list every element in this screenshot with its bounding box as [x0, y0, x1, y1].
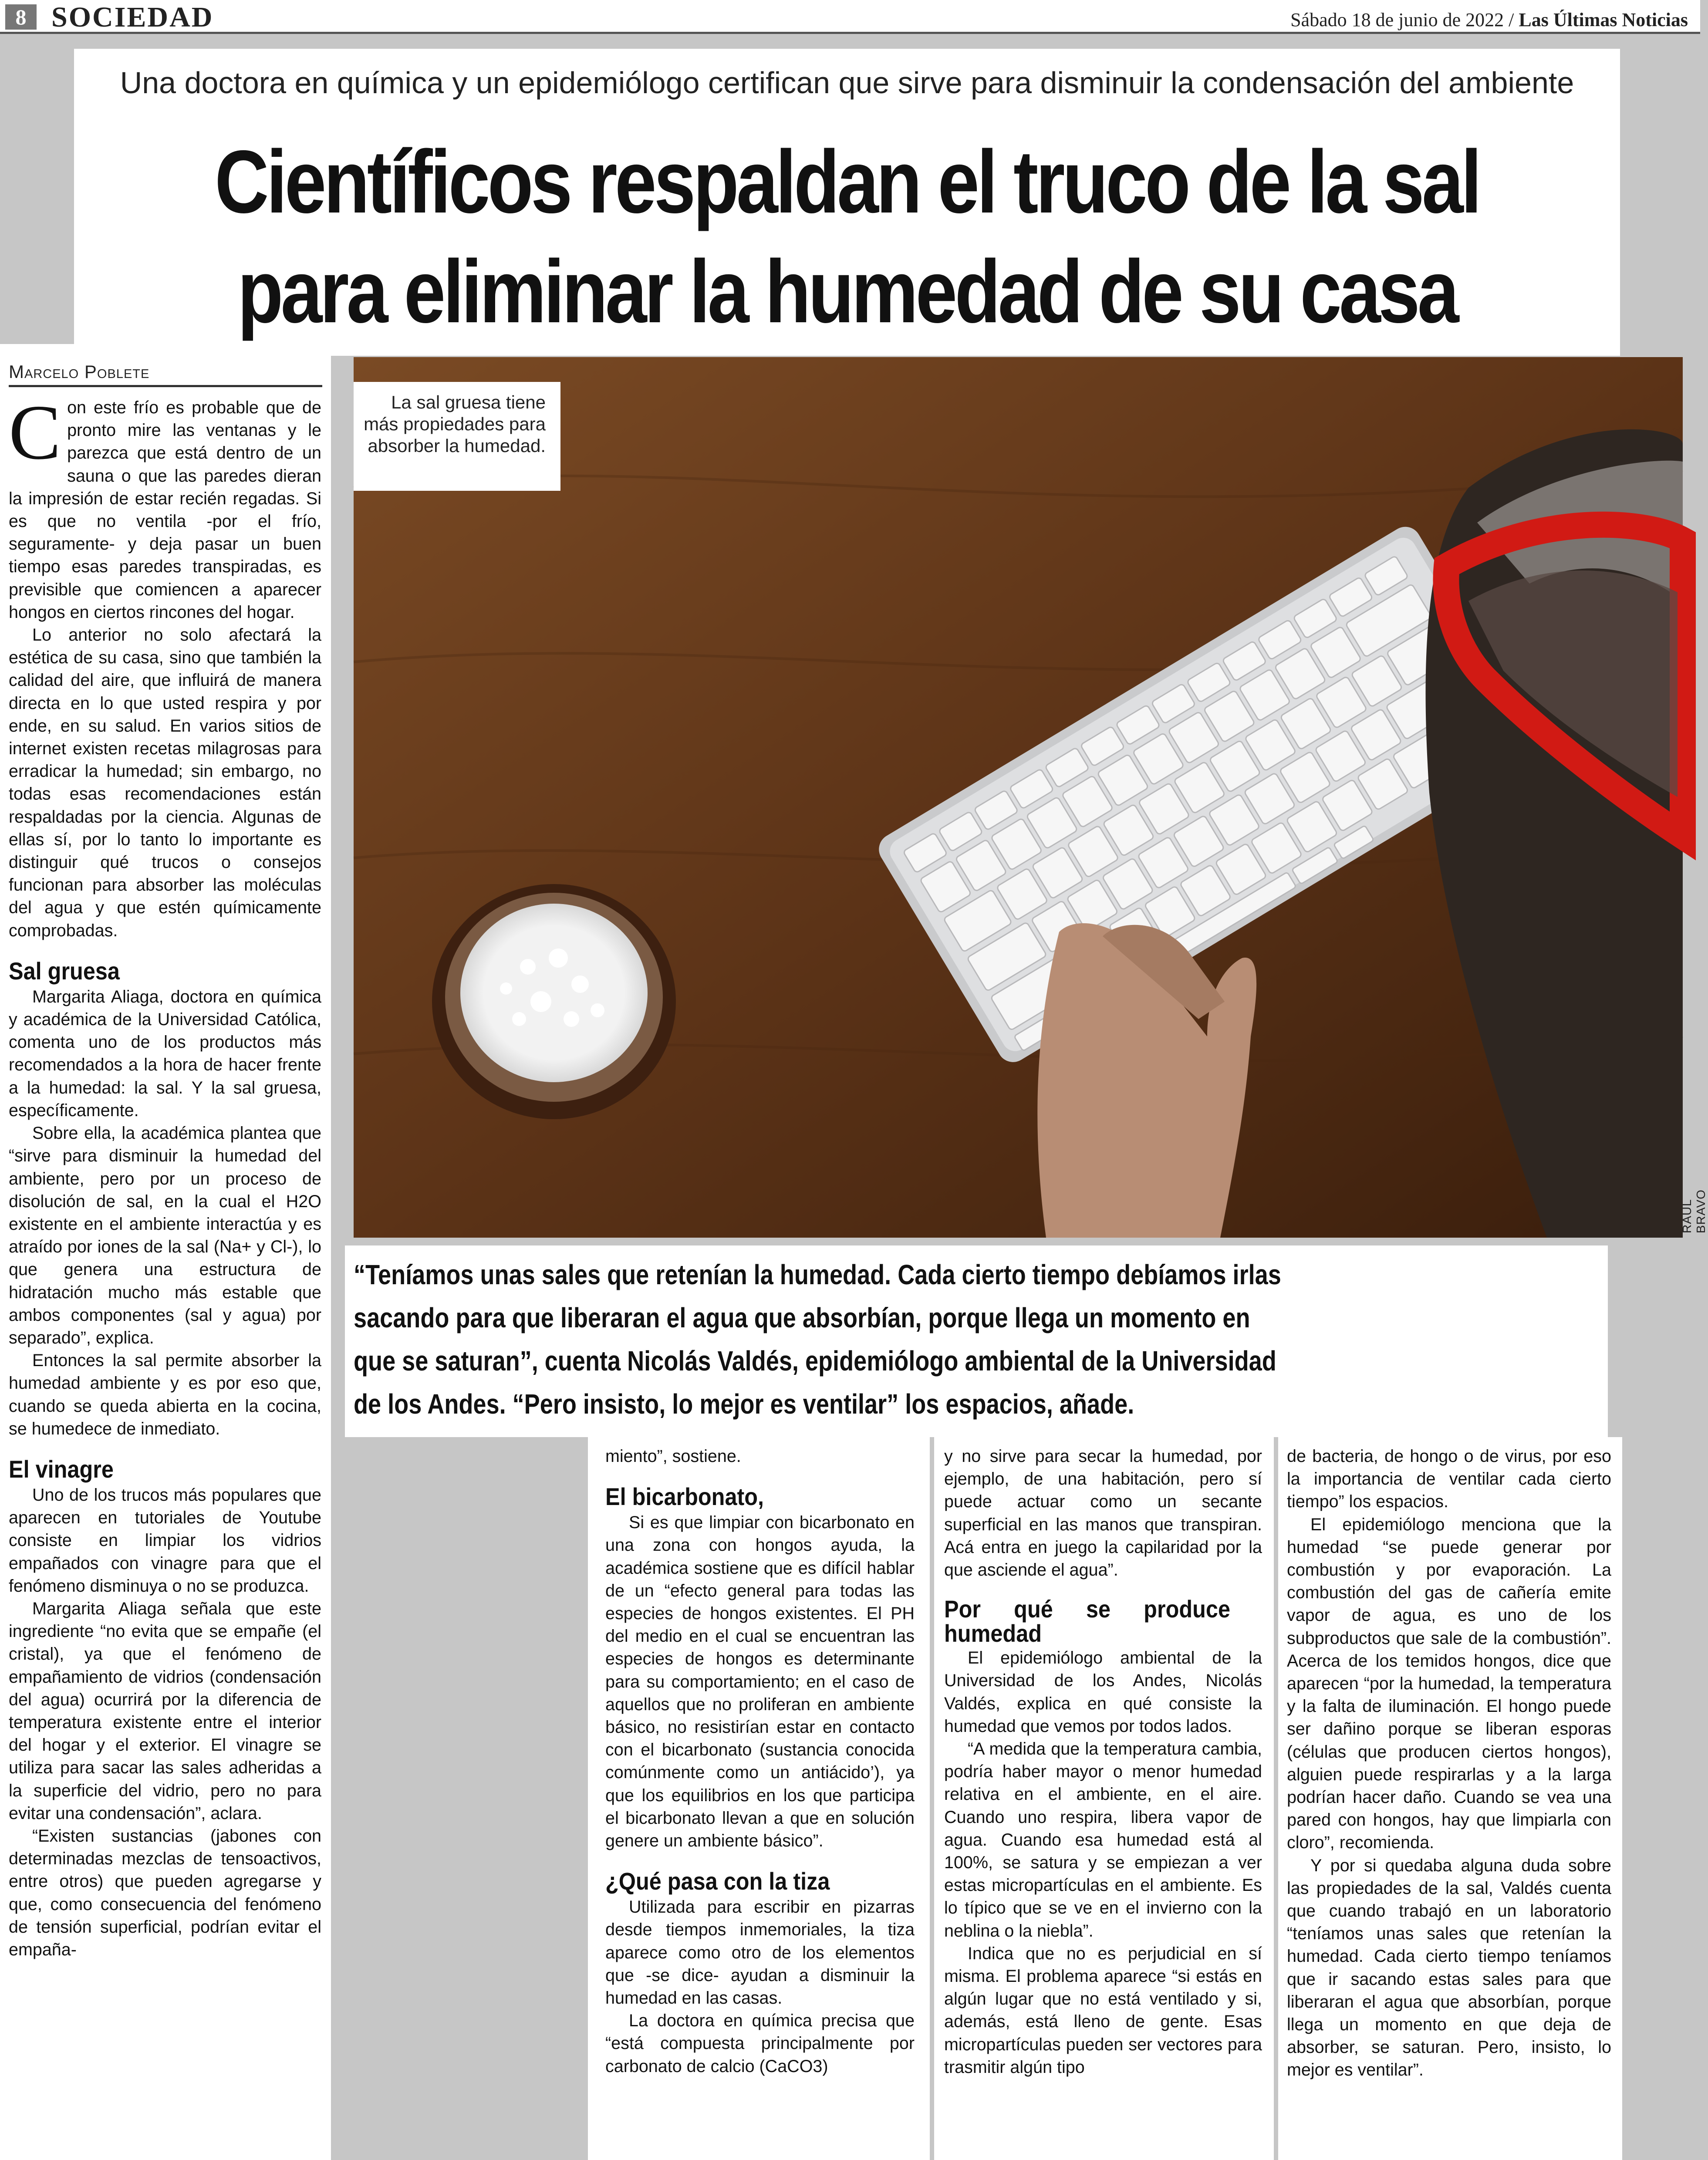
- paragraph: Sobre ella, la académica plantea que “sirve para disminuir la humedad del ambiente, pero por un proceso de disolución de sal, en la cual el H2O existente en el ambiente interactúa y es atraído por iones de la sal (Na+ y Cl-), lo que genera una estructura de hidratación mucho más estable que ambos componentes (sal y agua) por separado”, explica.: [9, 1124, 321, 1347]
- paragraph: Si es que limpiar con bicarbonato en una zona con hongos ayuda, la académica sostiene que es difícil hablar de un “efecto general para todas las especies de hongos existentes. El PH del medio en el cual se encuentran las especies de hongos es determinante para su comportamiento; en el caso de aquellos que no proliferan en ambiente básico, no resistirían estar en contacto con el bicarbonato (sustancia conocida comúnmente como un antiácido’), ya que los equilibrios en los que participa el bicarbonato llevan a que en solución genere un ambiente básico”.: [605, 1513, 915, 1851]
- pull-quote-line: “Teníamos unas sales que retenían la humedad. Cada cierto tiempo debíamos irlas: [354, 1259, 1281, 1290]
- article-headline: [198, 127, 1496, 347]
- drop-cap: C: [9, 389, 61, 476]
- pull-quote-line: de los Andes. “Pero insisto, lo mejor es ventilar” los espacios, añade.: [354, 1388, 1134, 1420]
- paragraph: El epidemiólogo menciona que la humedad “se puede generar por combustión y por evaporación. La combustión del gas de cañería emite vapor de agua, es uno de los subproductos que sale de la combustión”. Acerca de los temidos hongos, dice que aparecen “por la humedad, la temperatura y la falta de iluminación. El hongo puede ser dañino porque se liberan esporas (células que producen ciertos hongos), alguien puede respirarlas y a la larga podrían hacer daño. Cuando se vea una pared con hongos, hay que limpiarla con cloro”, recomienda.: [1287, 1515, 1611, 1853]
- article-column-1: [9, 389, 321, 1961]
- paragraph: Margarita Aliaga, doctora en química y académica de la Universidad Católica, comenta uno de los productos más recomendados a la hora de hacer frente a la humedad: la sal. Y la sal gruesa, específicamente.: [9, 987, 321, 1120]
- headline-line-2: para eliminar la humedad de su casa: [237, 242, 1457, 341]
- salt-bowl: [432, 884, 676, 1119]
- article-kicker: Una doctora en química y un epidemiólogo certifican que sirve para disminuir la condensación del ambiente: [120, 66, 1574, 100]
- paragraph: Uno de los trucos más populares que aparecen en tutoriales de Youtube consiste en limpiar los vidrios empañados con vinagre para que el fenómeno disminuya o no se produzca.: [9, 1485, 321, 1596]
- article-column-4: [1287, 1445, 1611, 2082]
- pull-quote: [354, 1253, 1597, 1426]
- newspaper-name: Las Últimas Noticias: [1519, 9, 1688, 30]
- photo-credit: RAUL BRAVO: [1680, 1189, 1708, 1233]
- subheading-por-que-humedad: Por qué se produce humedad: [944, 1595, 1230, 1647]
- byline: Marcelo Poblete: [9, 361, 322, 387]
- subheading-tiza: ¿Qué pasa con la tiza: [605, 1867, 830, 1895]
- paragraph: y no sirve para secar la humedad, por ejemplo, de una habitación, pero sí puede actuar como un secante superficial en las manos que transpiran. Acá entra en juego la capilaridad por la que asciende el agua”.: [944, 1447, 1262, 1580]
- paragraph: Y por si quedaba alguna duda sobre las propiedades de la sal, Valdés cuenta que cuando trabajó en un laboratorio “teníamos unas sales que retenían la humedad. Cada cierto tiempo teníamos que ir sacando estas sales para que liberaran el agua que absorbían, porque llega un momento en que deja de absorber, se saturan. Pero, insisto, lo mejor es ventilar”.: [1287, 1856, 1611, 2080]
- paragraph: El epidemiólogo ambiental de la Universidad de los Andes, Nicolás Valdés, explica en qué consiste la humedad que vemos por todos lados.: [944, 1648, 1262, 1736]
- pull-quote-line: que se saturan”, cuenta Nicolás Valdés, epidemiólogo ambiental de la Universidad: [354, 1345, 1276, 1377]
- paragraph: La doctora en química precisa que “está compuesta principalmente por carbonato de calcio (CaCO3): [605, 2011, 915, 2076]
- photo-caption: La sal gruesa tiene más propiedades para absorber la humedad.: [354, 382, 560, 491]
- paragraph: Indica que no es perjudicial en sí misma. El problema aparece “si estás en algún lugar que no está ventilado y si, además, está lleno de gente. Esas micropartículas pueden ser vectores para trasmitir algún tipo: [944, 1944, 1262, 2077]
- paragraph: Margarita Aliaga señala que este ingrediente “no evita que se empañe (el cristal), ya que el fenómeno de empañamiento de vidrios (condensación del agua) ocurrirá por la diferencia de temperatura existente entre el interior del hogar y el exterior. El vinagre se utiliza para sacar las sales adheridas a la superficie del vidrio, pero no para evitar una condensación”, aclara.: [9, 1599, 321, 1823]
- issue-date: Sábado 18 de junio de 2022 /: [1290, 9, 1519, 30]
- pull-quote-line: sacando para que liberaran el agua que absorbían, porque llega un momento en: [354, 1302, 1250, 1333]
- section-label: SOCIEDAD: [51, 1, 214, 33]
- paragraph: miento”, sostiene.: [605, 1447, 741, 1466]
- paragraph: de bacteria, de hongo o de virus, por eso la importancia de ventilar cada cierto tiempo” los espacios.: [1287, 1447, 1611, 1512]
- article-column-2: [605, 1445, 915, 2078]
- paragraph: Utilizada para escribir en pizarras desde tiempos inmemoriales, la tiza aparece como otro de los elementos que -se dice- ayudan a disminuir la humedad en las casas.: [605, 1897, 915, 2008]
- subheading-vinagre: El vinagre: [9, 1455, 114, 1483]
- paragraph: “A medida que la temperatura cambia, podría haber mayor o menor humedad relativa en el ambiente, en el aire. Cuando uno respira, libera vapor de agua. Cuando esa humedad está al 100%, se satura y se empiezan a ver estas micropartículas en el ambiente. Es lo típico que se ve en el invierno con la neblina o la niebla”.: [944, 1739, 1262, 1941]
- article-column-3: [944, 1445, 1262, 2079]
- paragraph-text: on este frío es probable que de pronto mire las ventanas y le parezca que está dentro de un sauna o que las paredes dieran la impresión de estar recién regadas. Si es que no ventila -por el frío, seguramente- y deja pasar un buen tiempo esas paredes transpiradas, es previsible que comiencen a aparecer hongos en ciertos rincones del hogar.: [9, 398, 321, 622]
- pull-quote-box: [345, 1245, 1608, 1437]
- headline-line-1: Científicos respaldan el truco de la sal: [215, 132, 1479, 232]
- subheading-sal-gruesa: Sal gruesa: [9, 957, 120, 985]
- paragraph: Entonces la sal permite absorber la humedad ambiente y es por eso que, cuando se queda abierta en la cocina, se humedece de inmediato.: [9, 1351, 321, 1438]
- subheading-bicarbonato: El bicarbonato,: [605, 1483, 764, 1511]
- dateline: [1290, 9, 1688, 31]
- page-number: 8: [5, 4, 37, 30]
- paragraph: [9, 389, 321, 624]
- headline-block: [74, 49, 1620, 356]
- paragraph: “Existen sustancias (jabones con determinadas mezclas de tensoactivos, entre otros) que pueden agregarse y que, como consecuencia del fenómeno de tensión superficial, podrían evitar el empaña-: [9, 1826, 321, 1959]
- page-header: [0, 0, 1700, 34]
- paragraph: Lo anterior no solo afectará la estética de su casa, sino que también la calidad del aire, que influirá de manera directa en lo que usted respira y por ende, en su salud. En varios sitios de internet existen recetas milagrosas para erradicar la humedad; sin embargo, no todas esas recomendaciones están respaldadas por la ciencia. Algunas de ellas sí, por lo tanto lo importante es distinguir qué trucos o consejos funcionan para absorber las moléculas del agua y que estén químicamente comprobadas.: [9, 625, 321, 940]
